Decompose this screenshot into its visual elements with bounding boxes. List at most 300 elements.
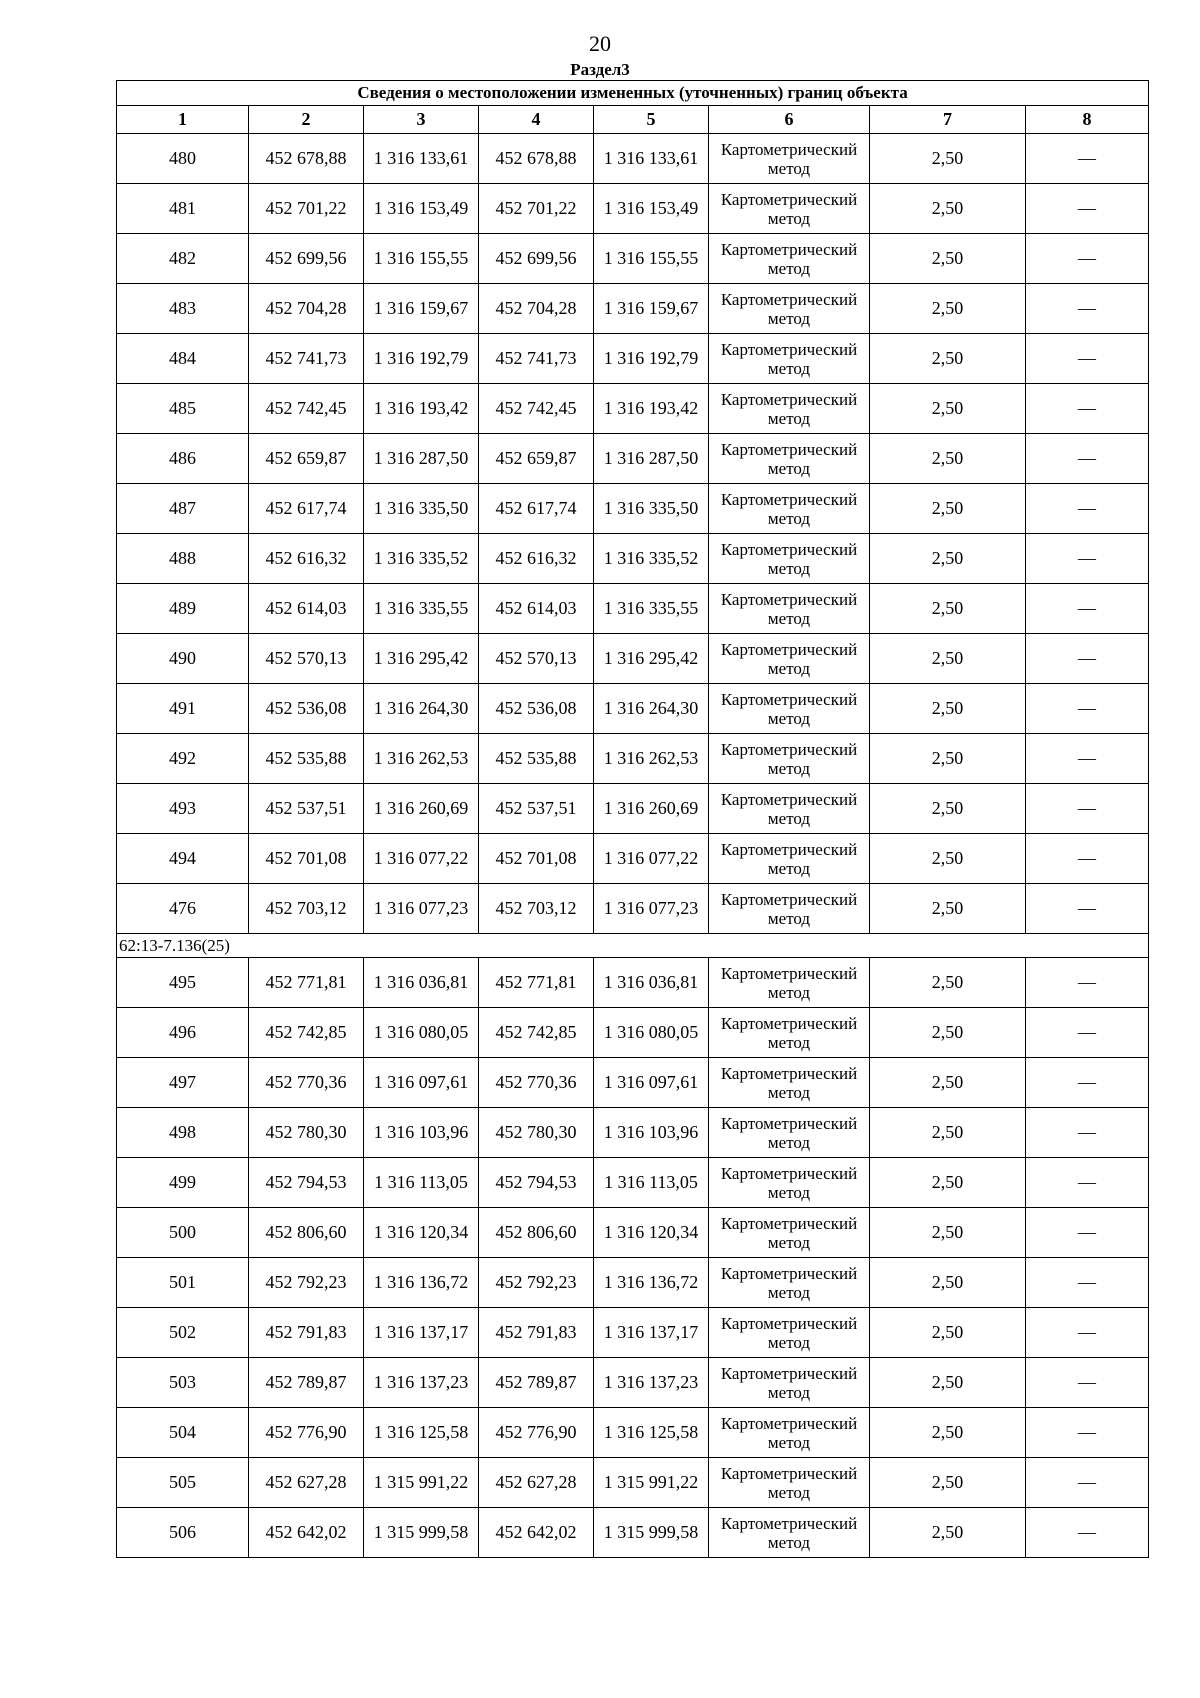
cell-accuracy [870,1508,1026,1558]
cell-text: — [1078,748,1097,768]
cell-text: 2,50 [931,848,964,868]
cell-text: 452 741,73 [265,348,347,368]
cell-x-new [479,884,594,934]
cell-method [709,1208,870,1258]
cell-y-new [594,1008,709,1058]
cell-y-old [364,1108,479,1158]
cell-text: 504 [169,1422,196,1442]
cell-text: 452 614,03 [495,598,577,618]
cell-y-new [594,1158,709,1208]
cell-x-new [479,1508,594,1558]
cell-x-new [479,334,594,384]
cell-text: — [1078,248,1097,268]
cell-text: 452 701,08 [265,848,347,868]
cell-text: 1 316 137,23 [603,1372,699,1392]
cell-text: 2,50 [931,1422,964,1442]
table-body [117,134,1149,1558]
cell-x-old [249,1058,364,1108]
cell-y-old [364,1458,479,1508]
column-header: 1 [117,106,249,134]
cell-accuracy [870,958,1026,1008]
table-row [117,1108,1149,1158]
cell-description [1026,584,1149,634]
cell-description [1026,1258,1149,1308]
cell-text: — [1078,1122,1097,1142]
cell-method [709,434,870,484]
cell-text: 493 [169,798,196,818]
method-text: Картометрический метод [720,689,858,728]
cell-method [709,1058,870,1108]
cell-x-old [249,484,364,534]
cell-text: 1 316 193,42 [373,398,469,418]
method-text: Картометрический метод [720,1063,858,1102]
cell-x-new [479,1258,594,1308]
cell-y-old [364,634,479,684]
cell-text: 452 535,88 [495,748,577,768]
cell-accuracy [870,584,1026,634]
cell-text: 505 [169,1472,196,1492]
cell-y-new [594,234,709,284]
cell-y-old [364,1008,479,1058]
cell-text: 452 536,08 [495,698,577,718]
table-row [117,1158,1149,1208]
cell-description [1026,784,1149,834]
cell-text: 498 [169,1122,196,1142]
cell-text: 1 316 080,05 [603,1022,699,1042]
cell-point-number [117,334,249,384]
cell-y-old [364,184,479,234]
cell-y-old [364,134,479,184]
cell-text: 503 [169,1372,196,1392]
cell-method [709,1408,870,1458]
method-text: Картометрический метод [720,489,858,528]
cell-text: 476 [169,898,196,918]
cell-description [1026,1208,1149,1258]
cell-text: 452 627,28 [265,1472,347,1492]
table-row [117,1008,1149,1058]
table-row [117,1058,1149,1108]
cell-text: 506 [169,1522,196,1542]
cell-x-old [249,234,364,284]
cell-text: — [1078,1172,1097,1192]
table-row [117,734,1149,784]
cell-text: 489 [169,598,196,618]
cell-accuracy [870,384,1026,434]
cell-x-new [479,384,594,434]
cell-text: 452 742,45 [265,398,347,418]
cell-text: 2,50 [931,648,964,668]
cell-x-old [249,1508,364,1558]
cell-text: 1 316 133,61 [373,148,469,168]
table-caption: Сведения о местоположении измененных (уточненных) границ объекта [117,81,1149,106]
cell-description [1026,384,1149,434]
method-text: Картометрический метод [720,1113,858,1152]
method-text: Картометрический метод [720,889,858,928]
cell-text: — [1078,348,1097,368]
cell-text: 1 316 080,05 [373,1022,469,1042]
cell-x-new [479,634,594,684]
method-text: Картометрический метод [720,739,858,778]
page-number: 20 [589,31,611,56]
method-text: Картометрический метод [720,189,858,228]
cell-text: 2,50 [931,398,964,418]
cell-text: 488 [169,548,196,568]
cell-y-new [594,784,709,834]
cell-text: 452 742,45 [495,398,577,418]
cell-method [709,234,870,284]
cell-y-new [594,534,709,584]
cell-point-number [117,1008,249,1058]
cell-accuracy [870,1308,1026,1358]
table-row [117,1358,1149,1408]
cell-text: 2,50 [931,598,964,618]
cell-y-old [364,334,479,384]
cell-point-number [117,784,249,834]
cell-text: 452 771,81 [265,972,347,992]
cell-y-old [364,684,479,734]
cell-description [1026,1158,1149,1208]
cell-point-number [117,1508,249,1558]
cell-accuracy [870,534,1026,584]
cell-text: 452 642,02 [495,1522,577,1542]
cell-y-old [364,484,479,534]
cell-accuracy [870,184,1026,234]
cell-text: 452 535,88 [265,748,347,768]
cell-text: 452 770,36 [495,1072,577,1092]
cell-text: 499 [169,1172,196,1192]
cell-x-new [479,734,594,784]
cell-text: — [1078,1072,1097,1092]
cell-text: 2,50 [931,248,964,268]
cell-y-old [364,1058,479,1108]
cell-text: 1 316 097,61 [603,1072,699,1092]
cell-text: 452 703,12 [265,898,347,918]
cell-accuracy [870,1408,1026,1458]
cell-description [1026,134,1149,184]
cell-y-new [594,1358,709,1408]
cell-text: 1 316 295,42 [373,648,469,668]
cell-description [1026,1308,1149,1358]
method-text: Картометрический метод [720,789,858,828]
table-row [117,184,1149,234]
cell-text: 1 316 335,55 [373,598,469,618]
cell-text: 1 316 262,53 [603,748,699,768]
cell-y-new [594,1408,709,1458]
cell-text: 1 316 159,67 [373,298,469,318]
method-text: Картометрический метод [720,339,858,378]
method-text: Картометрический метод [720,439,858,478]
cell-text: 1 316 287,50 [373,448,469,468]
group-label: 62:13-7.136(25) [117,934,1149,958]
method-text: Картометрический метод [720,539,858,578]
cell-text: 2,50 [931,298,964,318]
cell-text: — [1078,298,1097,318]
cell-text: 452 659,87 [265,448,347,468]
cell-text: 1 316 136,72 [373,1272,469,1292]
cell-x-new [479,484,594,534]
cell-x-new [479,958,594,1008]
method-text: Картометрический метод [720,139,858,178]
cell-text: 452 537,51 [495,798,577,818]
cell-point-number [117,434,249,484]
cell-y-old [364,834,479,884]
column-header: 5 [594,106,709,134]
cell-text: 1 315 991,22 [603,1472,699,1492]
cell-text: 1 316 036,81 [373,972,469,992]
cell-method [709,834,870,884]
cell-y-old [364,1208,479,1258]
cell-method [709,334,870,384]
table-row [117,1408,1149,1458]
cell-text: 487 [169,498,196,518]
cell-text: 452 678,88 [265,148,347,168]
cell-text: 1 316 335,55 [603,598,699,618]
cell-y-old [364,584,479,634]
cell-x-new [479,184,594,234]
cell-text: 452 642,02 [265,1522,347,1542]
cell-text: 496 [169,1022,196,1042]
cell-text: 502 [169,1322,196,1342]
cell-text: 1 316 120,34 [373,1222,469,1242]
cell-x-old [249,434,364,484]
cell-text: 452 537,51 [265,798,347,818]
cell-y-new [594,1258,709,1308]
cell-description [1026,1458,1149,1508]
cell-x-new [479,684,594,734]
method-text: Картометрический метод [720,239,858,278]
cell-x-old [249,334,364,384]
table-row [117,634,1149,684]
cell-description [1026,684,1149,734]
cell-text: — [1078,1022,1097,1042]
cell-text: 1 316 113,05 [374,1172,468,1192]
table-row [117,1208,1149,1258]
cell-text: 452 794,53 [495,1172,577,1192]
cell-point-number [117,484,249,534]
cell-text: 2,50 [931,1322,964,1342]
cell-accuracy [870,784,1026,834]
cell-x-new [479,1058,594,1108]
cell-point-number [117,1158,249,1208]
cell-text: 2,50 [931,548,964,568]
cell-text: 481 [169,198,196,218]
cell-x-new [479,134,594,184]
cell-y-old [364,234,479,284]
cell-method [709,1458,870,1508]
cell-text: 1 316 262,53 [373,748,469,768]
method-text: Картометрический метод [720,963,858,1002]
cell-point-number [117,1458,249,1508]
table-row [117,584,1149,634]
table-row [117,684,1149,734]
cell-text: 1 316 260,69 [373,798,469,818]
cell-text: 1 316 125,58 [373,1422,469,1442]
cell-y-new [594,1108,709,1158]
cell-y-new [594,734,709,784]
cell-text: 1 316 103,96 [373,1122,469,1142]
cell-point-number [117,384,249,434]
cell-text: 452 570,13 [265,648,347,668]
cell-x-old [249,584,364,634]
cell-x-old [249,1308,364,1358]
cell-text: 1 316 125,58 [603,1422,699,1442]
cell-x-old [249,834,364,884]
cell-x-old [249,1208,364,1258]
cell-text: 452 792,23 [265,1272,347,1292]
cell-text: 2,50 [931,1122,964,1142]
table-row [117,784,1149,834]
cell-y-old [364,958,479,1008]
method-text: Картометрический метод [720,1213,858,1252]
cell-text: 452 699,56 [265,248,347,268]
cell-text: 2,50 [931,448,964,468]
cell-accuracy [870,1108,1026,1158]
cell-text: 2,50 [931,1172,964,1192]
cell-text: 2,50 [931,748,964,768]
cell-method [709,734,870,784]
cell-y-old [364,284,479,334]
cell-text: 1 316 335,50 [373,498,469,518]
cell-text: 2,50 [931,1022,964,1042]
cell-description [1026,1408,1149,1458]
cell-accuracy [870,234,1026,284]
cell-text: 482 [169,248,196,268]
cell-method [709,1258,870,1308]
cell-y-new [594,484,709,534]
cell-y-new [594,1458,709,1508]
cell-text: 1 316 137,17 [373,1322,469,1342]
table-row [117,534,1149,584]
cell-text: 2,50 [931,198,964,218]
cell-text: 452 536,08 [265,698,347,718]
cell-text: 2,50 [931,798,964,818]
cell-x-new [479,1358,594,1408]
cell-text: 452 771,81 [495,972,577,992]
method-text: Картометрический метод [720,1313,858,1352]
cell-x-old [249,958,364,1008]
cell-description [1026,1058,1149,1108]
cell-text: 452 617,74 [495,498,577,518]
cell-text: 1 316 077,23 [603,898,699,918]
cell-y-new [594,634,709,684]
method-text: Картометрический метод [720,1413,858,1452]
cell-x-new [479,434,594,484]
cell-text: 452 678,88 [495,148,577,168]
method-text: Картометрический метод [720,1463,858,1502]
cell-text: 1 316 260,69 [603,798,699,818]
column-header: 2 [249,106,364,134]
cell-description [1026,284,1149,334]
cell-text: 1 316 133,61 [603,148,699,168]
cell-text: 1 316 287,50 [603,448,699,468]
cell-accuracy [870,484,1026,534]
method-text: Картометрический метод [720,839,858,878]
table-row [117,284,1149,334]
cell-accuracy [870,1358,1026,1408]
cell-description [1026,634,1149,684]
cell-text: 495 [169,972,196,992]
cell-text: 1 315 999,58 [373,1522,469,1542]
cell-text: 2,50 [931,1472,964,1492]
cell-point-number [117,1358,249,1408]
cell-text: — [1078,398,1097,418]
table-row [117,334,1149,384]
method-text: Картометрический метод [720,1013,858,1052]
cell-point-number [117,234,249,284]
cell-text: 452 776,90 [265,1422,347,1442]
cell-text: 452 792,23 [495,1272,577,1292]
cell-y-new [594,884,709,934]
cell-y-new [594,284,709,334]
cell-x-old [249,884,364,934]
cell-method [709,1358,870,1408]
cell-text: 1 316 155,55 [373,248,469,268]
cell-y-old [364,1358,479,1408]
cell-description [1026,234,1149,284]
cell-y-new [594,134,709,184]
cell-text: 2,50 [931,698,964,718]
cell-method [709,884,870,934]
cell-x-old [249,134,364,184]
cell-accuracy [870,134,1026,184]
cell-y-old [364,384,479,434]
cell-text: 491 [169,698,196,718]
cell-x-new [479,1408,594,1458]
cell-x-new [479,584,594,634]
column-header: 7 [870,106,1026,134]
cell-text: 1 316 103,96 [603,1122,699,1142]
cell-y-new [594,684,709,734]
cell-description [1026,834,1149,884]
cell-x-new [479,1158,594,1208]
cell-text: — [1078,1422,1097,1442]
cell-text: 492 [169,748,196,768]
cell-text: 1 316 077,23 [373,898,469,918]
cell-text: 452 616,32 [495,548,577,568]
cell-text: 452 742,85 [495,1022,577,1042]
cell-text: 452 703,12 [495,898,577,918]
cell-accuracy [870,1158,1026,1208]
method-text: Картометрический метод [720,589,858,628]
cell-text: 452 570,13 [495,648,577,668]
table-row [117,234,1149,284]
table-row [117,1458,1149,1508]
cell-method [709,534,870,584]
table-row [117,1508,1149,1558]
cell-text: 2,50 [931,1272,964,1292]
cell-text: 452 780,30 [495,1122,577,1142]
cell-y-new [594,184,709,234]
cell-text: 500 [169,1222,196,1242]
cell-text: 452 701,08 [495,848,577,868]
cell-text: — [1078,498,1097,518]
cell-text: 1 316 137,23 [373,1372,469,1392]
cell-text: 452 627,28 [495,1472,577,1492]
cell-y-old [364,1408,479,1458]
cell-text: 452 741,73 [495,348,577,368]
cell-text: 452 789,87 [495,1372,577,1392]
cell-accuracy [870,634,1026,684]
cell-text: 452 617,74 [265,498,347,518]
cell-description [1026,1358,1149,1408]
cell-text: — [1078,598,1097,618]
cell-description [1026,434,1149,484]
cell-text: 1 316 159,67 [603,298,699,318]
cell-description [1026,334,1149,384]
cell-y-new [594,584,709,634]
cell-text: 452 701,22 [495,198,577,218]
cell-y-new [594,434,709,484]
